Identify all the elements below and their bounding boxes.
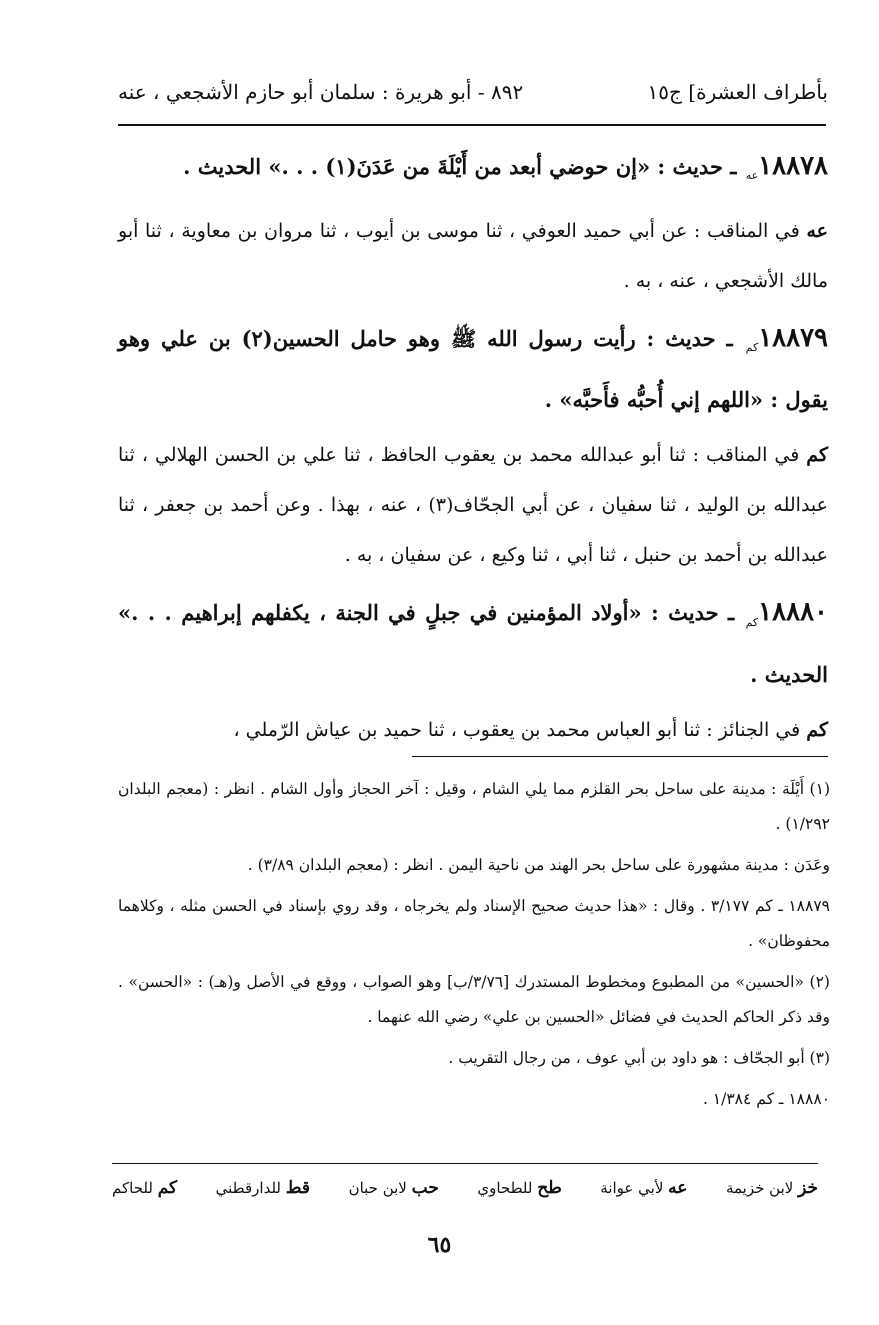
source-code: كم xyxy=(806,718,828,741)
footnote: وعَدَن : مدينة مشهورة على ساحل بحر الهند من ناحية اليمن . انظر : (معجم البلدان ٣/٨٩) . xyxy=(247,856,830,874)
legend-item xyxy=(349,1178,439,1198)
footnote: (٢) «الحسين» من المطبوع ومخطوط المستدرك [٣/٧٦/ب] وهو الصواب ، ووقع في الأصل و(هـ) : «الحسن» . وقد ذكر الحاكم الحديث في فضائل «الحسين بن علي» رضي الله عنهما . xyxy=(118,973,830,1026)
legend-label: للطحاوي xyxy=(477,1179,533,1197)
entry-heading-text: ـ حديث : رأيت رسول الله ﷺ وهو حامل الحسين(٢) بن علي وهو يقول : «اللهم إني أُحبُّه فأَحبَّه» . xyxy=(118,326,828,413)
entry-sigla: كم xyxy=(745,341,759,355)
footnote: (١) أَيْلَة : مدينة على ساحل بحر القلزم مما يلي الشام ، وقيل : آخر الحجاز وأول الشام . انظر : (معجم البلدان ١/٢٩٢) . xyxy=(118,780,830,833)
header-rule xyxy=(118,124,826,126)
hadith-entry-18880 xyxy=(118,586,828,754)
page-number: ٦٥ xyxy=(427,1232,452,1258)
legend-code: طح xyxy=(537,1178,562,1198)
footnote: ١٨٨٧٩ ـ كم ٣/١٧٧ . وقال : «هذا حديث صحيح الإسناد ولم يخرجاه ، وقد روي بإسناد في الحسن مثله ، وكلاهما محفوظان» . xyxy=(118,897,830,950)
legend-code: خز xyxy=(798,1178,818,1198)
entry-number: ١٨٨٧٩ xyxy=(758,323,829,354)
hadith-entry-18879 xyxy=(118,312,828,580)
legend-code: عه xyxy=(668,1178,688,1198)
entry-body-text: في الجنائز : ثنا أبو العباس محمد بن يعقوب ، ثنا حميد بن عياش الرّملي ، xyxy=(233,718,801,741)
footnote: ١٨٨٨٠ ـ كم ١/٣٨٤ . xyxy=(702,1090,830,1108)
legend-item xyxy=(112,1178,177,1198)
entry-number: ١٨٨٨٠ xyxy=(758,597,828,628)
entry-body xyxy=(118,206,828,306)
abbreviation-legend xyxy=(112,1178,818,1198)
header-book-part: بأطراف العشرة] ج١٥ xyxy=(647,80,828,104)
legend-item xyxy=(600,1178,687,1198)
entry-heading xyxy=(118,586,828,700)
entry-heading xyxy=(118,140,828,202)
hadith-entry-18878 xyxy=(118,140,828,306)
footnote-rule xyxy=(412,756,828,757)
legend-item xyxy=(726,1178,818,1198)
footnote: (٣) أبو الجحّاف : هو داود بن أبي عوف ، من رجال التقريب . xyxy=(448,1049,830,1067)
entry-body-text: في المناقب : عن أبي حميد العوفي ، ثنا موسى بن أيوب ، ثنا مروان بن معاوية ، ثنا أبو مالك الأشجعي ، عنه ، به . xyxy=(118,220,828,293)
main-text xyxy=(118,140,828,755)
entry-sigla: عه xyxy=(745,169,759,183)
legend-label: لابن حبان xyxy=(348,1179,407,1197)
entry-heading-text: ـ حديث : «أولاد المؤمنين في جبلٍ في الجنة ، يكفلهم إبراهيم . . .» الحديث . xyxy=(118,600,828,687)
entry-body xyxy=(118,705,828,755)
entry-body xyxy=(118,430,828,580)
header-section-title: ٨٩٢ - أبو هريرة : سلمان أبو حازم الأشجعي ، عنه xyxy=(118,80,524,104)
footnotes xyxy=(118,772,830,1123)
legend-code: كم xyxy=(157,1178,178,1198)
legend-item xyxy=(477,1178,561,1198)
legend-label: لأبي عوانة xyxy=(600,1179,664,1197)
entry-heading xyxy=(118,312,828,426)
legend-code: قط xyxy=(285,1178,311,1198)
legend-label: لابن خزيمة xyxy=(725,1179,794,1197)
entry-heading-text: ـ حديث : «إن حوضي أبعد من أَيْلَةَ من عَدَنَ(١) . . .» الحديث . xyxy=(183,154,737,179)
source-code: كم xyxy=(806,444,828,467)
running-header xyxy=(118,72,828,112)
source-code: عه xyxy=(806,220,828,243)
legend-code: حب xyxy=(411,1178,439,1198)
legend-rule xyxy=(112,1163,818,1164)
entry-sigla: كم xyxy=(745,615,759,629)
entry-body-text: في المناقب : ثنا أبو عبدالله محمد بن يعقوب الحافظ ، ثنا علي بن الحسن الهلالي ، ثنا عبدالله بن الوليد ، ثنا سفيان ، عن أبي الجحّاف(٣) ، عنه ، بهذا . وعن أحمد بن جعفر ، ثنا عبدالله بن أحمد بن حنبل ، ثنا أبي ، ثنا وكيع ، عن سفيان ، به . xyxy=(118,444,828,567)
entry-number: ١٨٨٧٨ xyxy=(758,151,828,181)
legend-label: للحاكم xyxy=(112,1179,153,1197)
legend-label: للدارقطني xyxy=(215,1179,281,1197)
legend-item xyxy=(216,1178,310,1198)
